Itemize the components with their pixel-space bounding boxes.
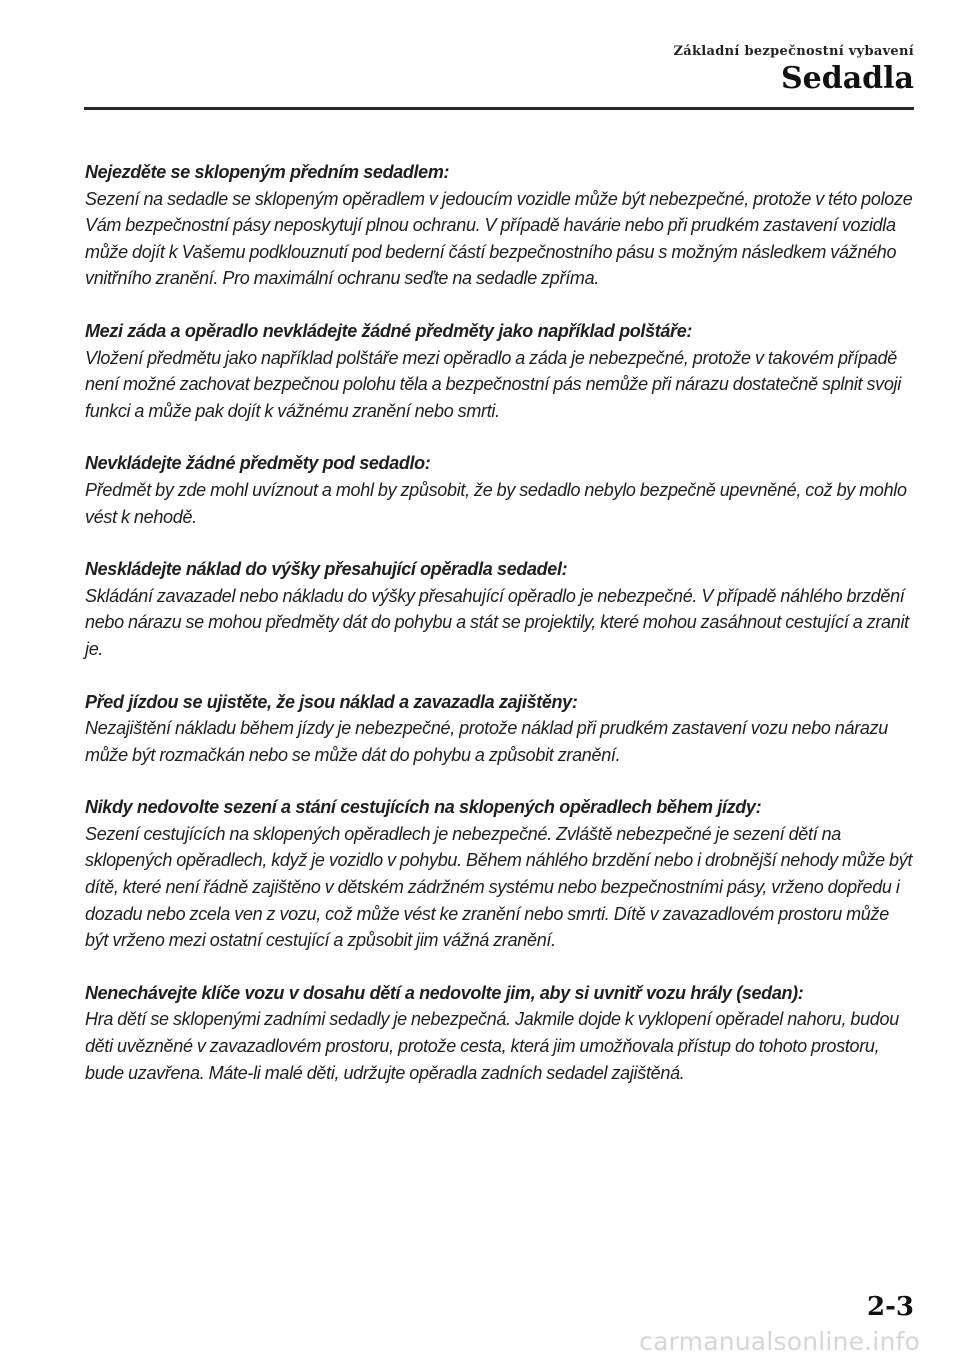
warning-heading: Nevkládejte žádné předměty pod sedadlo: <box>85 453 431 474</box>
header-divider <box>84 107 914 110</box>
warning-heading: Nenechávejte klíče vozu v dosahu dětí a nedovolte jim, aby si uvnitř vozu hrály (sedan): <box>85 982 804 1003</box>
page-header <box>673 44 914 96</box>
warning-body: Sezení na sedadle se sklopeným opěradlem v jedoucím vozidle může být nebezpečné, protože v této poloze Vám bezpečnostní pásy neposkytují plnou ochranu. V případě havárie nebo při prudkém zastavení vozidla může dojít k Vašemu podklouznutí pod bederní částí bezpečnostního pásu s možným následkem vážného vnitřního zranění. Pro maximální ochranu seďte na sedadle zpříma. <box>85 188 913 289</box>
warning-body: Vložení předmětu jako například polštáře mezi opěradlo a záda je nebezpečné, protože v takovém případě není možné zachovat bezpečnou polohu těla a bezpečnostní pás nemůže při nárazu dostatečně splnit svoji funkci a může pak dojít k vážnému zranění nebo smrti. <box>85 347 901 421</box>
warning-block <box>85 556 916 662</box>
warning-body: Skládání zavazadel nebo nákladu do výšky přesahující opěradlo je nebezpečné. V případě náhlého brzdění nebo nárazu se mohou předměty dát do pohybu a stát se projektily, které mohou zasáhnout cestující a zranit je. <box>85 585 909 659</box>
warning-block <box>85 318 916 424</box>
warnings-content <box>85 159 916 1112</box>
warning-body: Sezení cestujících na sklopených opěradlech je nebezpečné. Zvláště nebezpečné je sezení dětí na sklopených opěradlech, když je vozidlo v pohybu. Během náhlého brzdění nebo i drobnější nehody může být dítě, které není řádně zajištěno v dětském zádržném systému nebo bezpečnostními pásy, vrženo dopředu i dozadu nebo zcela ven z vozu, což může vést ke zranění nebo smrti. Dítě v zavazadlovém prostoru může být vrženo mezi ostatní cestující a způsobit jim vážná zranění. <box>85 823 913 951</box>
warning-body: Hra dětí se sklopenými zadními sedadly je nebezpečná. Jakmile dojde k vyklopení opěradel nahoru, budou děti uvězněné v zavazadlovém prostoru, protože cesta, která jim umožňovala přístup do tohoto prostoru, bude uzavřena. Máte-li malé děti, udržujte opěradla zadních sedadel zajištěná. <box>85 1009 899 1083</box>
warning-heading: Před jízdou se ujistěte, že jsou náklad a zavazadla zajištěny: <box>85 691 578 712</box>
warning-body: Nezajištění nákladu během jízdy je nebezpečné, protože náklad při prudkém zastavení vozu nebo nárazu může být rozmačkán nebo se může dát do pohybu a způsobit zranění. <box>85 718 889 765</box>
warning-block <box>85 689 916 769</box>
warning-block <box>85 794 916 954</box>
warning-heading: Mezi záda a opěradlo nevkládejte žádné předměty jako například polštáře: <box>85 320 692 341</box>
watermark-text: carmanualsonline.info <box>639 1327 920 1356</box>
warning-heading: Neskládejte náklad do výšky přesahující opěradla sedadel: <box>85 559 568 580</box>
page-number: 2-3 <box>867 1292 914 1322</box>
page-title: Sedadla <box>781 61 914 96</box>
warning-heading: Nikdy nedovolte sezení a stání cestujících na sklopených opěradlech během jízdy: <box>85 797 762 818</box>
warning-body: Předmět by zde mohl uvíznout a mohl by způsobit, že by sedadlo nebylo bezpečně upevněné, což by mohlo vést k nehodě. <box>85 479 907 527</box>
section-title: Základní bezpečnostní vybavení <box>673 44 914 59</box>
warning-block <box>85 980 916 1086</box>
warning-block <box>85 159 916 292</box>
warning-block <box>85 450 916 530</box>
warning-heading: Nejezděte se sklopeným předním sedadlem: <box>85 162 450 182</box>
